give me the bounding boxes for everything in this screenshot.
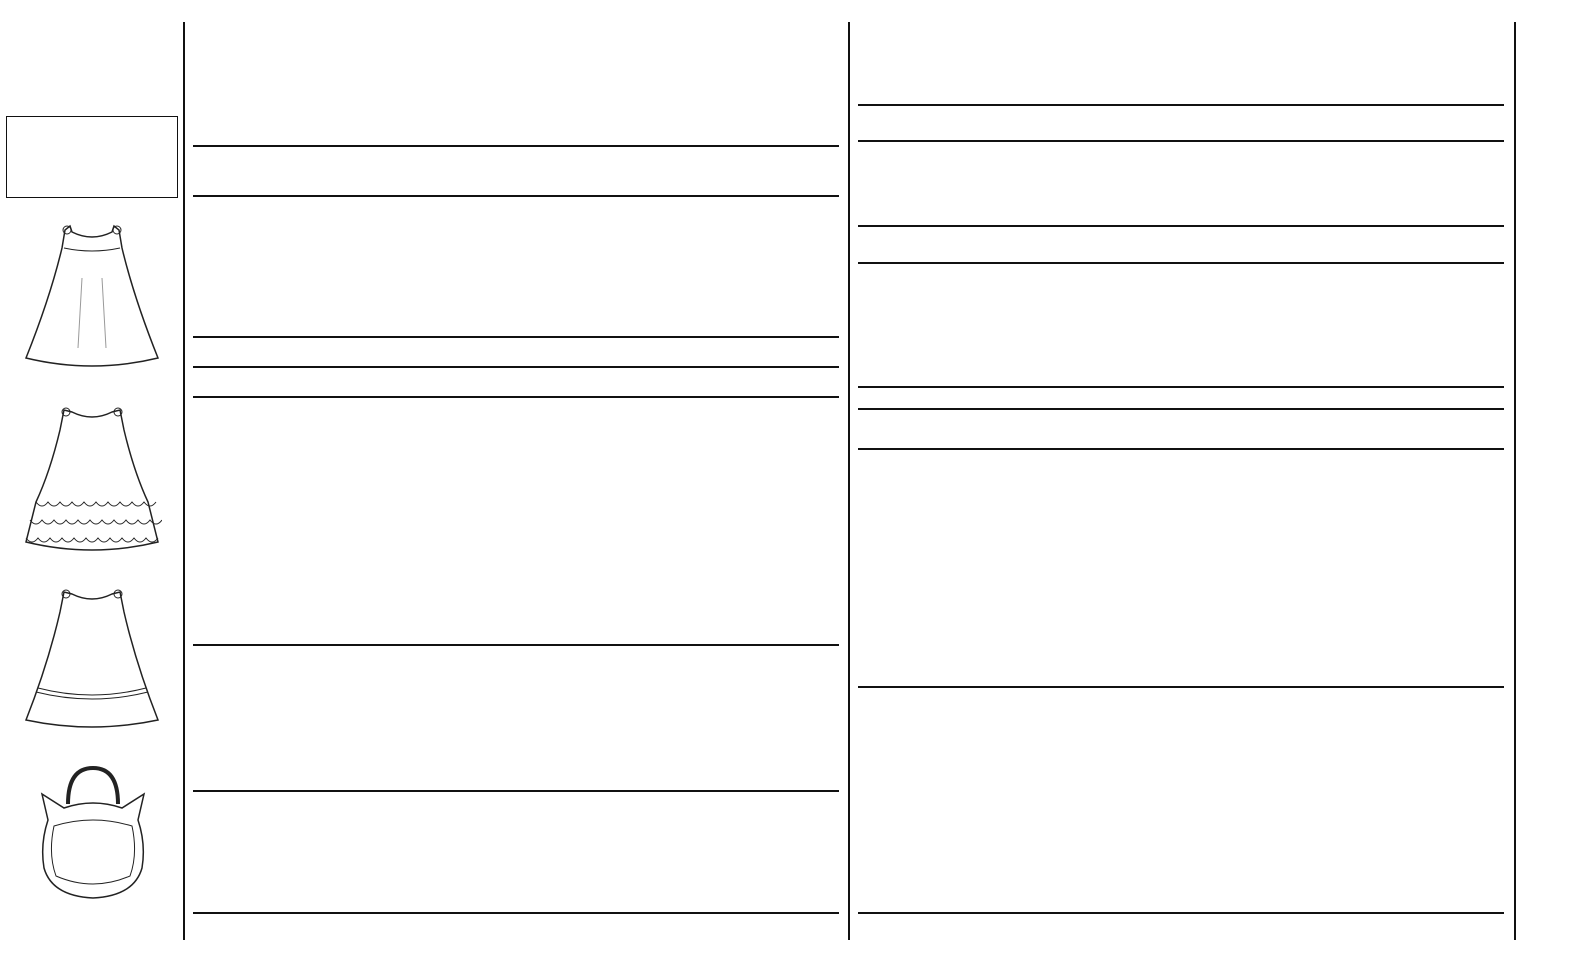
pattern-size-row: [193, 341, 839, 363]
view-a-sketch: [22, 218, 162, 373]
divider-right: [1514, 22, 1516, 940]
french-instructions-note: [6, 116, 178, 198]
english-section: [193, 0, 841, 968]
view-b-sketch: [22, 402, 162, 557]
divider-left: [183, 22, 185, 940]
view-d-sketch: [38, 764, 148, 904]
divider-middle: [848, 22, 850, 940]
tailles-row: [858, 389, 1504, 405]
french-spanish-section: [858, 0, 1506, 968]
usage-disclaimer: [1540, 8, 1580, 958]
view-c-sketch: [22, 584, 162, 734]
